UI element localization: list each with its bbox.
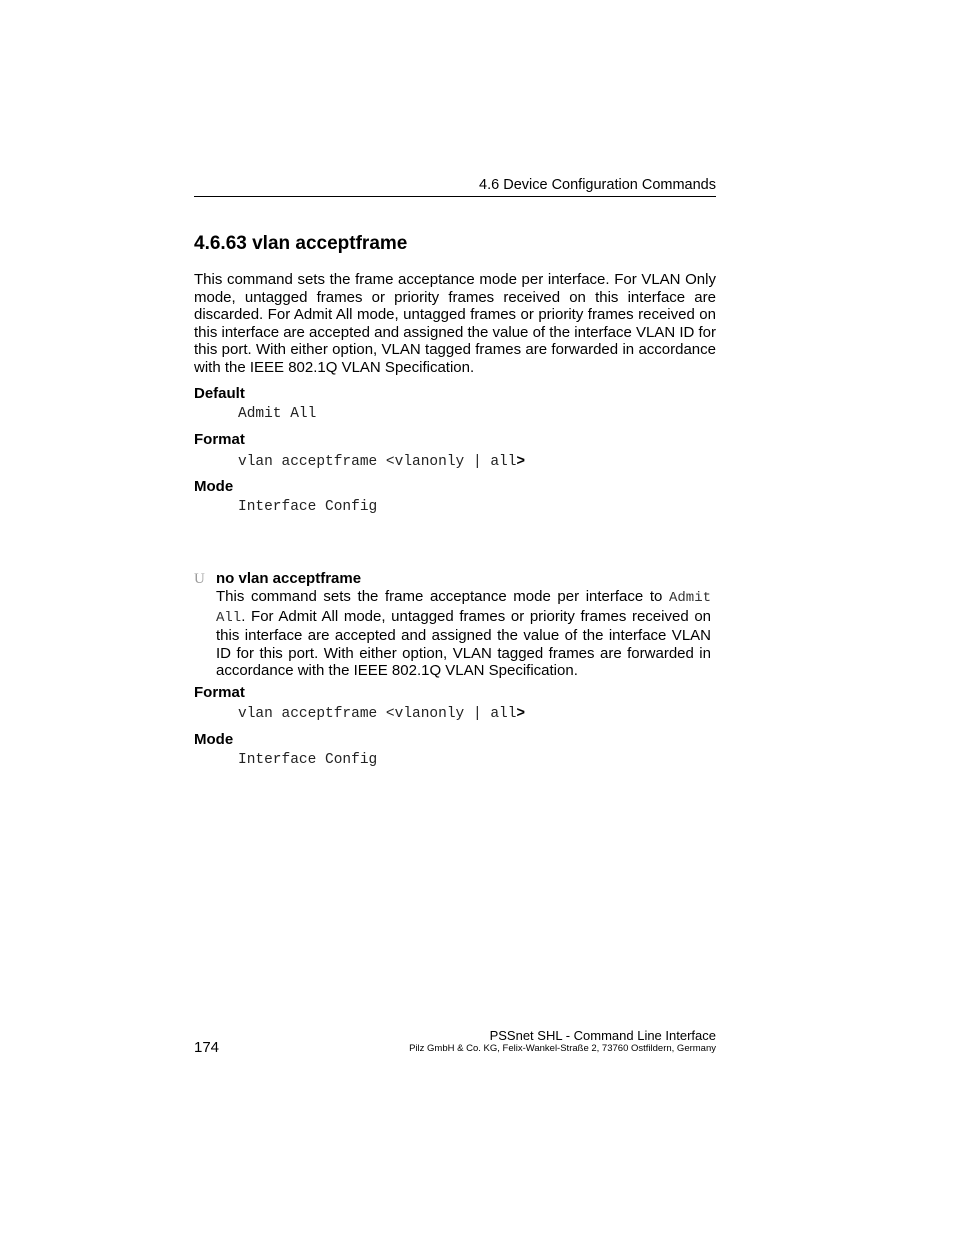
footer-doc-title: PSSnet SHL - Command Line Interface — [489, 1028, 716, 1043]
mode-value: Interface Config — [238, 499, 378, 515]
no-mode-value: Interface Config — [238, 752, 378, 768]
bullet-marker: U — [194, 571, 205, 587]
no-mode-label: Mode — [194, 731, 234, 748]
no-format-label: Format — [194, 684, 245, 701]
default-value: Admit All — [238, 406, 317, 422]
format-syntax: vlan acceptframe <vlanonly | all — [238, 454, 517, 470]
header-rule — [194, 196, 716, 197]
no-command-inline-code: Admit All — [216, 590, 711, 626]
default-label: Default — [194, 385, 245, 402]
running-header: 4.6 Device Configuration Commands — [479, 177, 716, 193]
no-command-text-before: This command sets the frame acceptance mode per interface to — [216, 588, 669, 605]
footer-address: Pilz GmbH & Co. KG, Felix-Wankel-Straße 2, 73760 Ostfildern, Germany — [409, 1043, 716, 1054]
no-command-paragraph — [216, 588, 711, 680]
page-number: 174 — [194, 1039, 220, 1056]
format-label: Format — [194, 431, 245, 448]
no-format-value — [238, 704, 525, 723]
section-heading: 4.6.63 vlan acceptframe — [194, 233, 408, 254]
no-format-syntax-end: > — [516, 705, 525, 721]
no-command-text-after: . For Admit All mode, untagged frames or priority frames received on this interface are accepted and assigned the value of the interface VLAN ID for this port. With either option, VLAN tagged frames are forwarded in accordance with the IEEE 802.1Q VLAN Specification. — [216, 607, 711, 680]
no-format-syntax: vlan acceptframe <vlanonly | all — [238, 706, 517, 722]
format-value — [238, 452, 525, 471]
no-command-title: no vlan acceptframe — [216, 570, 362, 587]
mode-label: Mode — [194, 478, 234, 495]
intro-paragraph: This command sets the frame acceptance mode per interface. For VLAN Only mode, untagged frames or priority frames received on this interface are discarded. For Admit All mode, untagged frames or priority frames received on this interface are accepted and assigned the value of the interface VLAN ID for this port. With either option, VLAN tagged frames are forwarded in accordance with the IEEE 802.1Q VLAN Specification. — [194, 271, 716, 376]
format-syntax-end: > — [516, 453, 525, 469]
